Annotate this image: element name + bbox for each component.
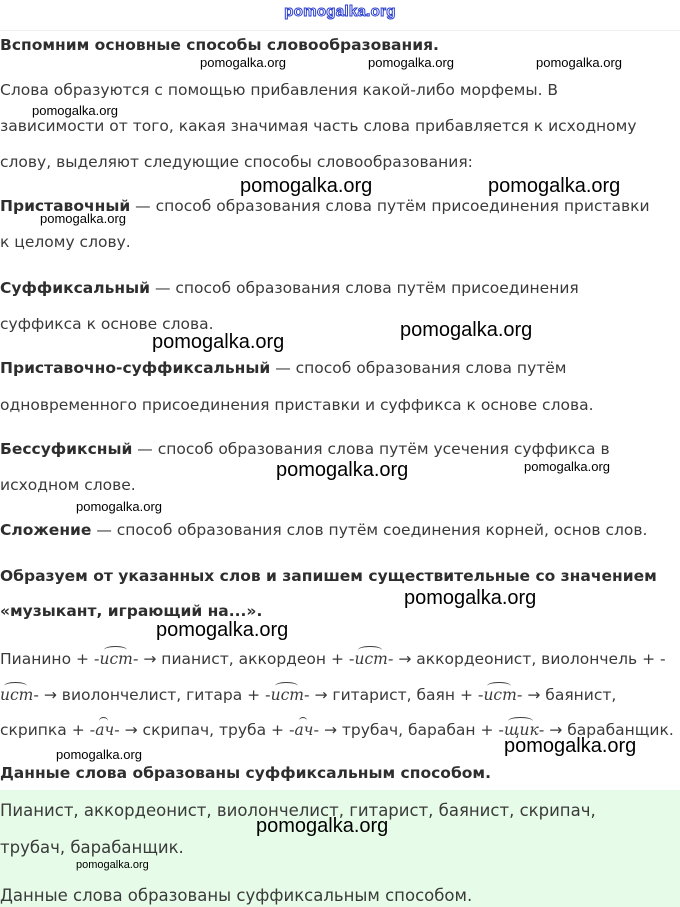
method-definition: — способ образования слова путём присоединения приставки xyxy=(130,197,650,215)
watermark: pomogalka.org xyxy=(156,619,289,641)
heading-text: Вспомним основные способы словообразования. xyxy=(0,36,439,54)
suffix-morpheme: ист xyxy=(0,686,34,704)
watermark: pomogalka.org xyxy=(504,735,637,757)
watermark: pomogalka.org xyxy=(400,319,533,341)
watermark: pomogalka.org xyxy=(200,55,286,70)
method-prefix-suffix-cont: одновременного присоединения приставки и суффикса к основе слова. xyxy=(0,396,594,414)
derivation-text: - → пианист, аккордеон + - xyxy=(132,650,355,668)
derivation-text: - → барабанщик. xyxy=(538,721,674,739)
suffix-morpheme: ач xyxy=(95,721,115,739)
intro-line-3: слову, выделяют следующие способы словообразования: xyxy=(0,153,473,171)
derivation-text: - → трубач, барабан + - xyxy=(313,721,505,739)
answer-line-1: Пианист, аккордеонист, виолончелист, гитарист, баянист, скрипач, xyxy=(0,801,596,820)
watermark: pomogalka.org xyxy=(276,459,409,481)
watermark: pomogalka.org xyxy=(152,331,285,353)
method-suffix xyxy=(0,278,579,298)
top-bar xyxy=(0,0,680,31)
watermark: pomogalka.org xyxy=(256,815,389,837)
site-logo[interactable]: pomogalka.org xyxy=(284,3,396,20)
derivation-line-2 xyxy=(0,681,616,705)
suffix-morpheme: ист xyxy=(354,650,388,668)
watermark: pomogalka.org xyxy=(56,747,142,762)
method-definition: — способ образования слова путём xyxy=(270,359,567,377)
suffix-morpheme: ист xyxy=(483,686,517,704)
method-nonsuffix-cont: исходном слове. xyxy=(0,476,136,494)
method-prefix-suffix xyxy=(0,358,567,378)
method-term: Приставочно-суффиксальный xyxy=(0,359,271,377)
method-prefix-cont: к целому слову. xyxy=(0,233,131,251)
method-term: Приставочный xyxy=(0,197,131,215)
task-text: Образуем от указанных слов и запишем существительные со значением xyxy=(0,567,657,585)
suffix-morpheme: щик xyxy=(504,721,539,739)
heading-methods xyxy=(0,35,439,55)
answer-conclusion: Данные слова образованы суффиксальным способом. xyxy=(0,886,473,905)
intro-line-1: Слова образуются с помощью прибавления какой-либо морфемы. В xyxy=(0,81,559,99)
intro-line-2: зависимости от того, какая значимая часть слова прибавляется к исходному xyxy=(0,117,637,135)
method-term: Сложение xyxy=(0,521,92,539)
derivation-text: - → скрипач, труба + - xyxy=(114,721,295,739)
watermark: pomogalka.org xyxy=(524,459,610,474)
derivation-text: - → виолончелист, гитара + - xyxy=(33,686,271,704)
watermark: pomogalka.org xyxy=(368,55,454,70)
derivation-text: - → гитарист, баян + - xyxy=(304,686,484,704)
watermark: pomogalka.org xyxy=(32,103,118,118)
answer-line-2: трубач, барабанщик. xyxy=(0,838,184,857)
watermark: pomogalka.org xyxy=(536,55,622,70)
watermark: pomogalka.org xyxy=(76,499,162,514)
suffix-morpheme: ист xyxy=(99,650,133,668)
derivation-text: - → баянист, xyxy=(516,686,617,704)
method-definition: — способ образования слова путём усечения суффикса в xyxy=(132,440,610,458)
derivation-text: - → аккордеонист, виолончель + - xyxy=(387,650,666,668)
derivation-line-1 xyxy=(0,645,666,669)
conclusion xyxy=(0,763,491,783)
method-compounding xyxy=(0,520,647,540)
task-line-1 xyxy=(0,566,657,586)
watermark: pomogalka.org xyxy=(40,211,126,226)
suffix-morpheme: ист xyxy=(270,686,304,704)
watermark: pomogalka.org xyxy=(404,587,537,609)
task-line-2 xyxy=(0,601,262,621)
derivation-text: скрипка + - xyxy=(0,721,96,739)
method-term: Суффиксальный xyxy=(0,279,151,297)
watermark: pomogalka.org xyxy=(488,175,621,197)
task-text: «музыкант, играющий на...». xyxy=(0,602,263,620)
method-suffix-cont: суффикса к основе слова. xyxy=(0,315,214,333)
conclusion-text: Данные слова образованы суффиксальным способом. xyxy=(0,764,491,782)
suffix-morpheme: ач xyxy=(294,721,314,739)
derivation-text: Пианино + - xyxy=(0,650,100,668)
method-term: Бессуфиксный xyxy=(0,440,133,458)
watermark: pomogalka.org xyxy=(240,175,373,197)
method-definition: — способ образования слова путём присоединения xyxy=(150,279,579,297)
method-definition: — способ образования слов путём соединения корней, основ слов. xyxy=(91,521,648,539)
watermark: pomogalka.org xyxy=(76,859,149,871)
method-nonsuffix xyxy=(0,439,610,459)
